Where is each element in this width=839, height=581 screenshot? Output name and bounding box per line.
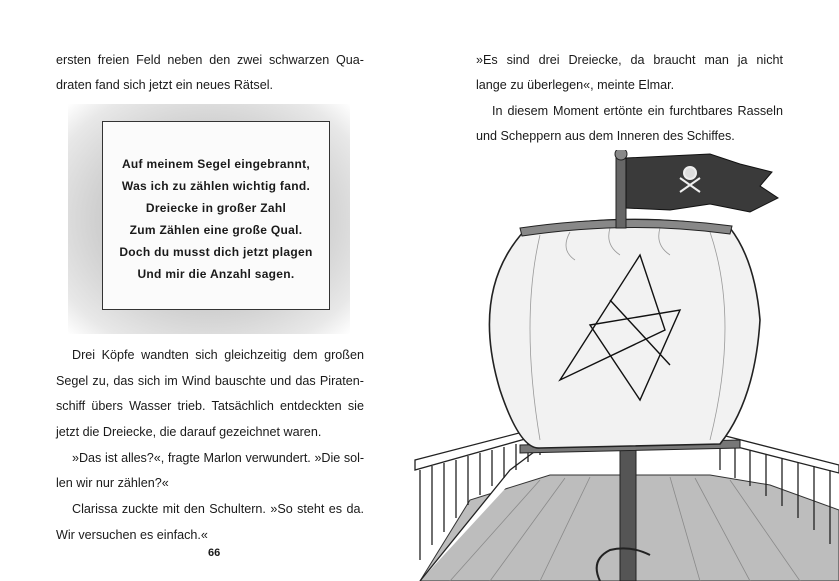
body-line: Segel zu, das sich im Wind bauschte und das Piraten- bbox=[56, 374, 364, 388]
page-number: 66 bbox=[208, 547, 221, 559]
body-line: »Das ist alles?«, fragte Marlon verwundert. »Die sol- bbox=[72, 451, 364, 465]
riddle-line: Doch du musst dich jetzt plagen bbox=[119, 245, 313, 259]
body-line: schiff übers Wasser trieb. Tatsächlich entdeckten sie bbox=[56, 399, 364, 413]
riddle-line: Zum Zählen eine große Qual. bbox=[129, 223, 303, 237]
body-line: jetzt die Dreiecke, die darauf gezeichnet waren. bbox=[56, 425, 322, 439]
pirate-ship-illustration bbox=[410, 150, 839, 581]
pirate-flag bbox=[626, 154, 778, 212]
body-line: In diesem Moment ertönte ein furchtbares Rasseln bbox=[492, 104, 783, 118]
riddle-line: Auf meinem Segel eingebrannt, bbox=[121, 157, 311, 171]
body-line: lange zu überlegen«, meinte Elmar. bbox=[476, 78, 675, 92]
riddle-line: Was ich zu zählen wichtig fand. bbox=[121, 179, 311, 193]
riddle-box bbox=[102, 121, 330, 310]
riddle-line: Dreiecke in großer Zahl bbox=[145, 201, 287, 215]
body-line: und Scheppern aus dem Inneren des Schiffes. bbox=[476, 129, 735, 143]
body-line: len wir nur zählen?« bbox=[56, 476, 169, 490]
body-line: »Es sind drei Dreiecke, da braucht man ja nicht bbox=[476, 53, 783, 67]
intro-line: ersten freien Feld neben den zwei schwarzen Qua- bbox=[56, 53, 364, 67]
body-line: Clarissa zuckte mit den Schultern. »So steht es da. bbox=[72, 502, 364, 516]
body-line: Wir versuchen es einfach.« bbox=[56, 528, 208, 542]
riddle-line: Und mir die Anzahl sagen. bbox=[137, 267, 295, 281]
body-line: Drei Köpfe wandten sich gleichzeitig dem großen bbox=[72, 348, 364, 362]
intro-line: draten fand sich jetzt ein neues Rätsel. bbox=[56, 78, 274, 92]
